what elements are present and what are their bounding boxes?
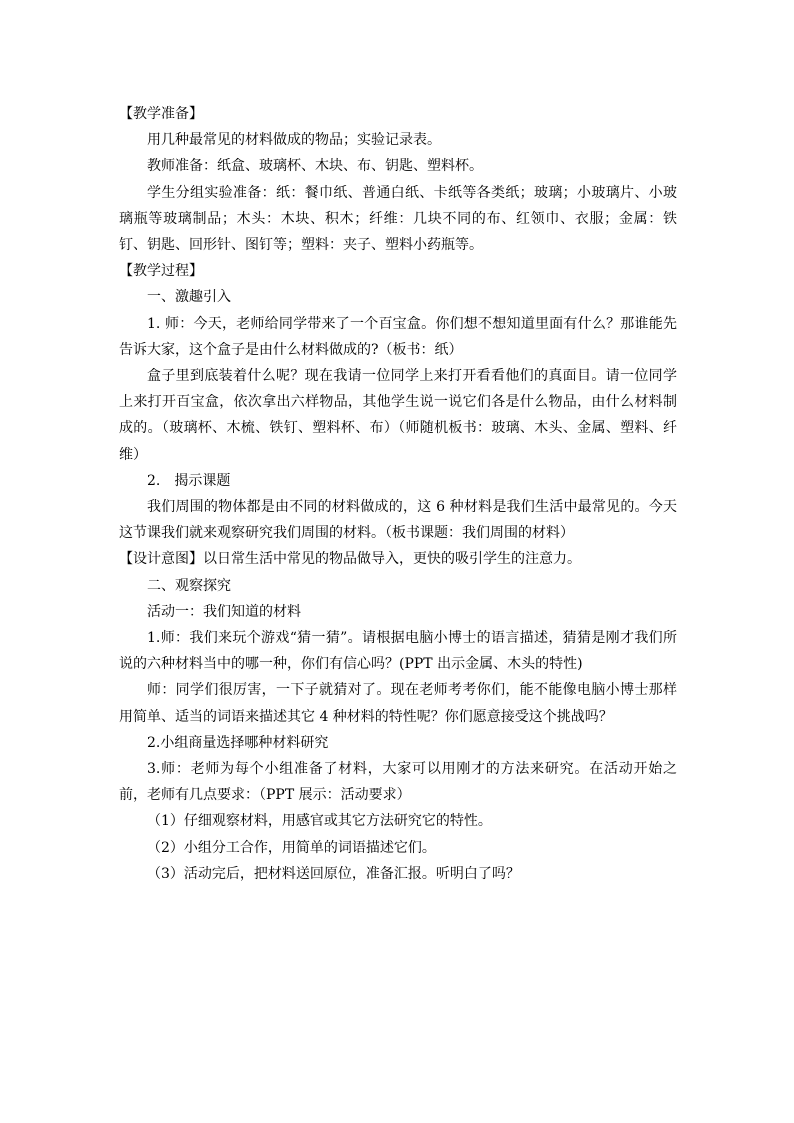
paragraph: 教师准备：纸盒、玻璃杯、木块、布、钥匙、塑料杯。 — [147, 158, 483, 175]
paragraph: 盒子里到底装着什么呢？现在我请一位同学上来打开看看他们的真面目。请一位同学上来打开百宝盒，依次拿出六样物品，其他学生说一说它们各是什么物品，由什么材料制成的。（玻璃杯、木梳、铁钉、塑料杯、布）（师随机板书：玻璃、木头、金属、塑料、纤维） — [119, 368, 677, 463]
section-heading-preparation: 【教学准备】 — [119, 106, 203, 122]
subheading: 一、激趣引入 — [147, 289, 231, 306]
design-intent-note: 【设计意图】以日常生活中常见的物品做导入，更快的吸引学生的注意力。 — [119, 551, 581, 568]
section-heading-process: 【教学过程】 — [119, 263, 203, 280]
list-item: （3）活动完后，把材料送回原位，准备汇报。听明白了吗？ — [147, 865, 520, 882]
list-item: （2）小组分工合作，用简单的词语描述它们。 — [147, 839, 436, 856]
paragraph: 3.师：老师为每个小组准备了材料，大家可以用刚才的方法来研究。在活动开始之前，老师有几点要求：（PPT 展示：活动要求） — [119, 761, 677, 804]
document-body — [119, 101, 677, 887]
subheading: 二、观察探究 — [147, 577, 231, 594]
paragraph: 1.师：我们来玩个游戏“猜一猜”。请根据电脑小博士的语言描述，猜猜是刚才我们所说的六种材料当中的哪一种，你们有信心吗？(PPT 出示金属、木头的特性) — [119, 630, 677, 673]
paragraph: 我们周围的物体都是由不同的材料做成的，这 6 种材料是我们生活中最常见的。今天这节课我们就来观察研究我们周围的材料。（板书课题：我们周围的材料） — [119, 499, 677, 542]
paragraph: 学生分组实验准备：纸：餐巾纸、普通白纸、卡纸等各类纸；玻璃；小玻璃片、小玻璃瓶等玻璃制品；木头：木块、积木；纤维：几块不同的布、红领巾、衣服；金属：铁钉、钥匙、回形针、图钉等；塑料：夹子、塑料小药瓶等。 — [119, 184, 677, 254]
subheading: 2. 揭示课题 — [147, 472, 231, 489]
subheading: 活动一：我们知道的材料 — [147, 603, 301, 620]
paragraph: 2.小组商量选择哪种材料研究 — [147, 734, 329, 751]
paragraph: 1. 师：今天，老师给同学带来了一个百宝盒。你们想不想知道里面有什么？那谁能先告诉大家，这个盒子是由什么材料做成的?（板书：纸） — [119, 315, 677, 358]
list-item: （1）仔细观察材料，用感官或其它方法研究它的特性。 — [147, 813, 492, 830]
paragraph: 师：同学们很厉害，一下子就猜对了。现在老师考考你们，能不能像电脑小博士那样用简单、适当的词语来描述其它 4 种材料的特性呢？你们愿意接受这个挑战吗？ — [119, 682, 677, 725]
paragraph: 用几种最常见的材料做成的物品；实验记录表。 — [147, 132, 441, 149]
